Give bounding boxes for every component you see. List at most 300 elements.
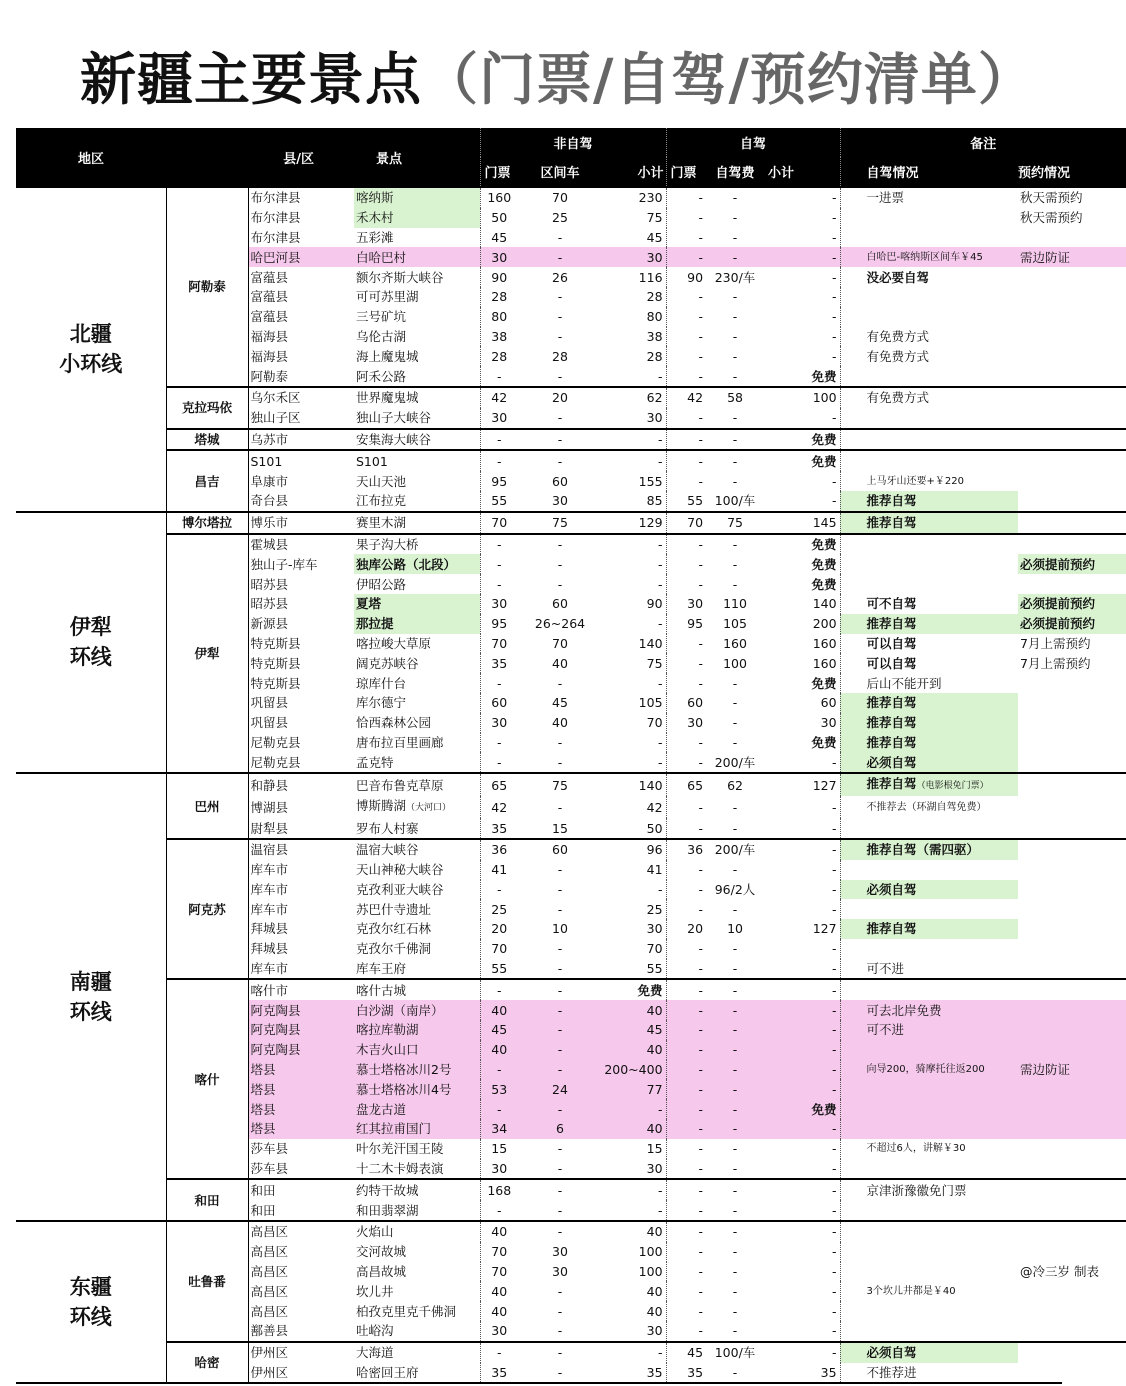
subtotal-cell: 230 (590, 187, 666, 208)
drive-fee-cell: - (732, 289, 738, 305)
subtotal-cell: 75 (590, 208, 666, 228)
drive-fee-cell: - (732, 675, 738, 691)
county-cell: 和田 (248, 1200, 354, 1221)
shuttle-cell: - (557, 961, 563, 977)
ticket-cell: 30 (480, 247, 530, 267)
drive-fee-cell: - (706, 1179, 764, 1200)
ticket-cell: - (480, 673, 530, 693)
spot-cell (354, 1363, 480, 1383)
spot-name: 哈密回王府 (356, 1365, 419, 1381)
spot-name: 禾木村 (356, 210, 394, 226)
ticket-cell: 160 (480, 187, 530, 208)
spot-cell (354, 919, 480, 939)
spot-cell (354, 733, 480, 753)
area-cell: 克拉玛依 (166, 387, 248, 429)
drive-subtotal-cell: 免费 (764, 534, 840, 555)
drive-ticket-cell: 35 (687, 1365, 704, 1381)
ticket-cell: 70 (480, 1242, 530, 1262)
subtotal-cell: 140 (590, 773, 666, 796)
booking-cell (1018, 450, 1126, 471)
county-cell: 昭苏县 (248, 574, 354, 594)
spot-cell (354, 267, 480, 287)
booking-cell (1018, 733, 1126, 753)
spot-cell (354, 287, 480, 307)
subtotal-cell: 40 (590, 1040, 666, 1060)
spot-cell (354, 1159, 480, 1180)
spot-name: 三号矿坑 (356, 309, 407, 325)
table-bottom-border (16, 1382, 1062, 1384)
drive-note-text: 必须自驾 (866, 881, 917, 897)
drive-note-text: 有免费方式 (866, 328, 930, 344)
spot-name: 喀拉峻大草原 (356, 635, 432, 651)
booking-cell (1018, 366, 1126, 387)
drive-note-cell (840, 1139, 1018, 1159)
region-label: 南疆 环线 (69, 970, 112, 1025)
booking-cell (1018, 860, 1126, 880)
ticket-cell: 80 (480, 307, 530, 327)
subtotal-cell: 15 (590, 1139, 666, 1159)
subtotal-cell: - (590, 733, 666, 753)
subtotal-cell: 38 (590, 327, 666, 347)
drive-fee-cell: - (732, 1283, 738, 1299)
drive-subtotal-cell: - (764, 247, 840, 267)
booking-cell (1018, 307, 1126, 327)
booking-cell (1018, 574, 1126, 594)
subtotal-cell: 40 (590, 1000, 666, 1020)
drive-note-cell (840, 1242, 1018, 1262)
subtotal-cell: - (590, 1342, 666, 1363)
drive-subtotal-cell: - (764, 1020, 840, 1040)
subtotal-cell: 75 (590, 653, 666, 673)
shuttle-cell: - (557, 1283, 563, 1299)
spot-name: 安集海大峡谷 (356, 431, 432, 447)
drive-note-cell (840, 1262, 1018, 1282)
spot-cell (354, 307, 480, 327)
spot-cell (354, 959, 480, 980)
ticket-cell: 38 (480, 327, 530, 347)
ticket-cell: 55 (480, 491, 530, 512)
booking-cell (1018, 939, 1126, 959)
shuttle-cell: - (557, 675, 563, 691)
drive-ticket-cell: - (666, 1221, 706, 1242)
drive-note-text: 上马牙山还要+￥220 (866, 475, 965, 487)
spot-cell (354, 1119, 480, 1139)
header-drive-subtotal: 小计 (764, 157, 840, 187)
ticket-cell: 28 (480, 346, 530, 366)
drive-note-cell (840, 208, 1018, 228)
drive-subtotal-cell: - (764, 752, 840, 773)
spot-cell (354, 594, 480, 614)
shuttle-cell: - (530, 1179, 590, 1200)
drive-ticket-cell: - (666, 450, 706, 471)
county-cell: 昭苏县 (248, 594, 354, 614)
county-cell: 库车市 (248, 899, 354, 919)
booking-cell (1018, 899, 1126, 919)
drive-fee-cell: - (732, 734, 738, 750)
booking-cell (1018, 1242, 1126, 1262)
subtotal-cell: - (590, 1200, 666, 1221)
area-cell: 和田 (166, 1179, 248, 1221)
spot-cell (354, 1139, 480, 1159)
spot-name: 孟克特 (356, 754, 394, 770)
shuttle-cell: 25 (552, 210, 568, 226)
spot-name: 恰西森林公园 (356, 715, 432, 731)
shuttle-cell: - (530, 450, 590, 471)
county-cell: 塔县 (248, 1060, 354, 1080)
drive-fee-cell: - (706, 979, 764, 1000)
county-cell: 尼勒克县 (248, 752, 354, 773)
spot-name: 大海道 (356, 1345, 394, 1361)
header-subtotal: 小计 (590, 157, 666, 187)
subtotal-cell: 55 (590, 959, 666, 980)
county-cell: 布尔津县 (248, 228, 354, 248)
ticket-cell: 70 (480, 512, 530, 534)
spot-cell (354, 491, 480, 512)
drive-note-text: 不推荐去（环湖自驾免费） (866, 801, 987, 813)
drive-fee-cell: - (706, 247, 764, 267)
booking-cell (1018, 1200, 1126, 1221)
shuttle-cell: - (557, 309, 563, 325)
drive-subtotal-cell: 35 (764, 1363, 840, 1383)
ticket-cell: 35 (480, 653, 530, 673)
spot-cell (354, 818, 480, 839)
spot-cell (354, 408, 480, 429)
county-cell: 霍城县 (248, 534, 354, 555)
drive-ticket-cell: - (666, 534, 706, 555)
drive-ticket-cell: - (698, 961, 704, 977)
spot-name: 和田翡翠湖 (356, 1202, 419, 1218)
drive-note-text: 不推荐进 (866, 1365, 917, 1381)
spot-cell (354, 574, 480, 594)
drive-fee-cell: - (706, 1119, 764, 1139)
drive-note-cell (840, 939, 1018, 959)
spot-name: 约特干故城 (356, 1182, 419, 1198)
county-cell: 哈巴河县 (248, 247, 354, 267)
drive-note-cell (840, 1000, 1018, 1020)
spot-name: 江布拉克 (356, 493, 407, 509)
shuttle-cell: - (557, 881, 563, 897)
table-row (16, 1221, 1126, 1242)
booking-cell (1018, 1342, 1126, 1363)
county-cell: 福海县 (248, 346, 354, 366)
drive-note-cell (840, 327, 1018, 347)
drive-ticket-cell: - (698, 754, 704, 770)
subtotal-cell: - (590, 534, 666, 555)
drive-note-text: 有免费方式 (866, 390, 930, 406)
booking-cell: @冷三岁 制表 (1020, 1264, 1100, 1280)
drive-subtotal-cell: - (764, 1079, 840, 1099)
drive-fee-cell: - (706, 1020, 764, 1040)
drive-note-text: 可以自驾 (866, 655, 917, 671)
spot-cell (354, 773, 480, 796)
area-cell: 昌吉 (166, 450, 248, 511)
subtotal-cell: - (590, 554, 666, 574)
county-cell: 塔县 (248, 1099, 354, 1119)
drive-fee-cell: - (732, 1323, 738, 1339)
drive-subtotal-cell: 免费 (764, 429, 840, 451)
drive-note-cell (840, 693, 1018, 713)
county-cell: S101 (248, 450, 354, 471)
drive-note-cell (840, 959, 1018, 980)
spot-name: 喀纳斯 (356, 190, 394, 206)
county-cell: 莎车县 (248, 1139, 354, 1159)
booking-cell (1018, 1000, 1126, 1020)
county-cell: 特克斯县 (248, 653, 354, 673)
subtotal-cell: 140 (590, 634, 666, 654)
spot-cell (354, 673, 480, 693)
spot-cell (354, 899, 480, 919)
county-cell: 巩留县 (248, 693, 354, 713)
county-cell: 伊州区 (248, 1363, 354, 1383)
spot-name: 那拉提 (356, 616, 394, 632)
ticket-cell: 40 (480, 1281, 530, 1301)
drive-ticket-cell: - (698, 799, 704, 815)
spot-name: 喀拉库勒湖 (356, 1022, 419, 1038)
spot-cell (354, 208, 480, 228)
spot-name: 高昌故城 (356, 1264, 407, 1280)
drive-ticket-cell: - (666, 1119, 706, 1139)
ticket-cell: 25 (480, 899, 530, 919)
spot-cell (354, 634, 480, 654)
booking-cell: 需边防证 (1018, 1060, 1126, 1080)
booking-cell (1018, 346, 1126, 366)
drive-ticket-cell: - (666, 187, 706, 208)
booking-cell (1018, 408, 1126, 429)
booking-cell (1018, 919, 1126, 939)
drive-note-text: 白哈巴-喀纳斯区间车￥45 (866, 251, 983, 263)
booking-cell (1018, 713, 1126, 733)
drive-note-cell (840, 491, 1018, 512)
county-cell: 高昌区 (248, 1301, 354, 1321)
area-cell: 伊犁 (166, 534, 248, 774)
spot-cell (354, 1099, 480, 1119)
spot-cell (354, 187, 480, 208)
subtotal-cell: 62 (590, 387, 666, 408)
drive-note-cell (840, 1281, 1018, 1301)
spot-name: 木吉火山口 (356, 1042, 419, 1058)
spot-cell (354, 1262, 480, 1282)
booking-cell (1018, 979, 1126, 1000)
county-cell: 伊州区 (248, 1342, 354, 1363)
drive-fee-cell: - (706, 450, 764, 471)
subtotal-cell: 96 (590, 839, 666, 860)
drive-ticket-cell: - (698, 655, 704, 671)
shuttle-cell: 75 (530, 512, 590, 534)
drive-ticket-cell: - (698, 941, 704, 957)
shuttle-cell: 40 (552, 655, 568, 671)
drive-fee-cell: - (732, 473, 738, 489)
spot-name: 博斯腾湖 (356, 798, 407, 814)
ticket-cell: - (480, 733, 530, 753)
drive-note-text: 推荐自驾 (866, 921, 917, 937)
drive-fee-cell: - (732, 1303, 738, 1319)
header-remarks: 备注 (840, 128, 1126, 157)
subtotal-cell: 28 (590, 287, 666, 307)
subtotal-cell: - (590, 450, 666, 471)
spots-table-container (16, 128, 1100, 1382)
drive-ticket-cell: - (698, 881, 704, 897)
drive-note-text: 推荐自驾 (866, 715, 917, 731)
county-cell: 阿勒泰 (248, 366, 354, 387)
booking-cell (1018, 839, 1126, 860)
shuttle-cell: - (530, 1099, 590, 1119)
drive-subtotal-cell: - (764, 860, 840, 880)
drive-note-cell (840, 634, 1018, 654)
county-cell: 莎车县 (248, 1159, 354, 1180)
county-cell: 和静县 (248, 773, 354, 796)
area-cell: 阿克苏 (166, 839, 248, 980)
ticket-cell: 30 (480, 594, 530, 614)
drive-fee-cell: 10 (727, 921, 743, 937)
drive-fee-cell: - (706, 1000, 764, 1020)
booking-cell (1018, 267, 1126, 287)
drive-subtotal-cell: - (764, 1321, 840, 1342)
county-cell: 独山子区 (248, 408, 354, 429)
shuttle-cell: - (530, 429, 590, 451)
drive-subtotal-cell: - (764, 208, 840, 228)
drive-note-cell (840, 979, 1018, 1000)
subtotal-cell: - (590, 752, 666, 773)
spot-cell (354, 366, 480, 387)
ticket-cell: 35 (480, 818, 530, 839)
area-cell: 喀什 (166, 979, 248, 1179)
drive-fee-cell: - (732, 576, 738, 592)
table-row (16, 450, 1126, 471)
shuttle-cell: - (557, 1323, 563, 1339)
drive-ticket-cell: 30 (687, 596, 704, 612)
shuttle-cell: - (557, 1141, 563, 1157)
ticket-cell: - (480, 450, 530, 471)
spot-name: 唐布拉百里画廊 (356, 734, 444, 750)
drive-subtotal-cell: - (764, 1301, 840, 1321)
spot-name: 天山天池 (356, 473, 407, 489)
drive-subtotal-cell: 免费 (764, 366, 840, 387)
shuttle-cell: - (557, 1365, 563, 1381)
spot-cell (354, 247, 480, 267)
subtotal-cell: - (590, 1099, 666, 1119)
drive-fee-cell: 100 (723, 655, 747, 671)
booking-cell (1018, 1139, 1126, 1159)
drive-fee-cell: - (732, 210, 738, 226)
booking-cell (1018, 673, 1126, 693)
drive-subtotal-cell: - (764, 818, 840, 839)
county-cell: 拜城县 (248, 919, 354, 939)
spot-name: 巴音布鲁克草原 (356, 777, 444, 793)
spot-cell (354, 228, 480, 248)
county-cell: 特克斯县 (248, 634, 354, 654)
county-cell: 高昌区 (248, 1221, 354, 1242)
drive-ticket-cell: 36 (666, 839, 706, 860)
spot-name: 世界魔鬼城 (356, 390, 419, 406)
booking-cell (1018, 387, 1126, 408)
spot-cell (354, 327, 480, 347)
county-cell: 阿克陶县 (248, 1000, 354, 1020)
drive-fee-cell: - (732, 1161, 738, 1177)
drive-subtotal-cell: - (764, 1342, 840, 1363)
ticket-cell: 45 (480, 1020, 530, 1040)
drive-note-text: 推荐自驾 (866, 695, 917, 711)
table-row (16, 839, 1126, 860)
drive-note-cell (840, 1099, 1018, 1119)
subtotal-cell: 25 (590, 899, 666, 919)
header-booking: 预约情况 (1018, 157, 1126, 187)
shuttle-cell: - (557, 1161, 563, 1177)
ticket-cell: 45 (480, 228, 530, 248)
drive-ticket-cell: 70 (666, 512, 706, 534)
drive-note-cell (840, 1342, 1018, 1363)
spot-cell (354, 839, 480, 860)
spot-name: 火焰山 (356, 1224, 394, 1240)
ticket-cell: 30 (480, 713, 530, 733)
ticket-cell: 90 (480, 267, 530, 287)
county-cell: 库车市 (248, 959, 354, 980)
drive-note-text: 可不自驾 (866, 596, 917, 612)
drive-note-text: 可去北岸免费 (866, 1002, 942, 1018)
drive-fee-cell: - (706, 187, 764, 208)
drive-note-text: 后山不能开到 (866, 675, 942, 691)
drive-fee-cell: 100/车 (706, 1342, 764, 1363)
subtotal-cell: 30 (590, 919, 666, 939)
spot-cell (354, 1179, 480, 1200)
shuttle-cell: - (557, 229, 563, 245)
drive-subtotal-cell: - (764, 1242, 840, 1262)
drive-subtotal-cell: 200 (764, 614, 840, 634)
ticket-cell: - (480, 534, 530, 555)
drive-fee-cell: - (732, 961, 738, 977)
drive-note-text: 推荐自驾 (866, 616, 917, 632)
spot-cell (354, 979, 480, 1000)
drive-ticket-cell: - (698, 901, 704, 917)
subtotal-cell: - (590, 1179, 666, 1200)
subtotal-cell: 70 (590, 939, 666, 959)
region-label: 东疆 环线 (69, 1275, 112, 1330)
spot-name: 十二木卡姆表演 (356, 1161, 444, 1177)
county-cell: 库车市 (248, 860, 354, 880)
drive-fee-cell: 62 (706, 773, 764, 796)
shuttle-cell: - (530, 979, 590, 1000)
county-cell: 拜城县 (248, 939, 354, 959)
shuttle-cell: 60 (552, 473, 568, 489)
drive-note-cell (840, 839, 1018, 860)
ticket-cell: 95 (480, 471, 530, 491)
ticket-cell: 40 (480, 1301, 530, 1321)
drive-note-text: 不超过6人，讲解￥30 (866, 1143, 966, 1155)
shuttle-cell: - (557, 576, 563, 592)
drive-note-cell (840, 450, 1018, 471)
booking-cell (1018, 287, 1126, 307)
page-title (80, 36, 1035, 116)
spot-cell (354, 1000, 480, 1020)
drive-subtotal-cell: - (764, 307, 840, 327)
spot-name: 独山子大峡谷 (356, 410, 432, 426)
table-body (16, 187, 1126, 1382)
county-cell: 富蕴县 (248, 267, 354, 287)
drive-ticket-cell: 90 (687, 269, 704, 285)
booking-cell (1018, 1119, 1126, 1139)
spot-cell (354, 693, 480, 713)
title-sub: （门票/自驾/预约清单） (422, 48, 1035, 113)
drive-subtotal-cell: 160 (764, 653, 840, 673)
county-cell: 尼勒克县 (248, 733, 354, 753)
drive-ticket-cell: - (698, 1264, 704, 1280)
drive-ticket-cell: 20 (687, 921, 704, 937)
subtotal-cell: 85 (590, 491, 666, 512)
shuttle-cell: - (530, 1040, 590, 1060)
drive-note-cell (840, 429, 1018, 451)
county-cell: 库车市 (248, 880, 354, 900)
ticket-cell: 40 (480, 1000, 530, 1020)
drive-note-cell (840, 471, 1018, 491)
